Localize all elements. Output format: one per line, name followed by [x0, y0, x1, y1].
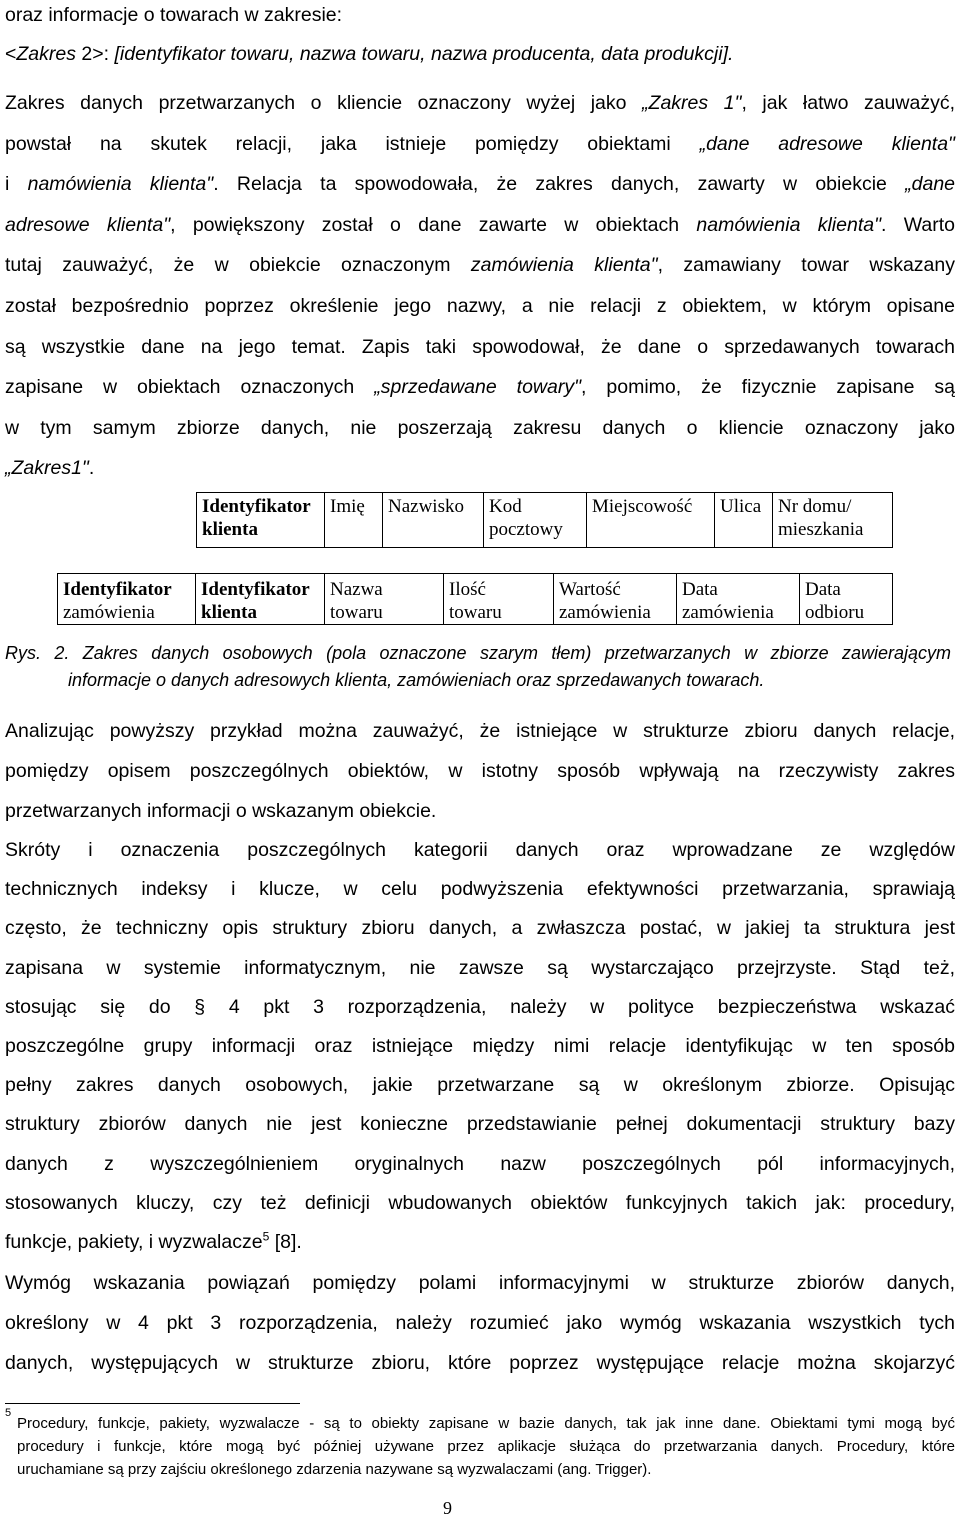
text-run: 2>: [76, 43, 115, 65]
text-line [5, 0, 955, 35]
paragraph-line [5, 1223, 955, 1262]
text-run: , jak łatwo zauważyć, [741, 92, 955, 114]
text-run: Nazwa [330, 579, 383, 600]
cell-text-line [449, 601, 548, 624]
text-run: Kod [489, 496, 522, 517]
text-run: oraz informacje o towarach w zakresie: [5, 4, 343, 26]
footnote-separator [5, 1403, 300, 1404]
text-run: . [88, 457, 95, 480]
text-run: Miejscowość [592, 496, 693, 517]
text-run: Skróty i oznaczenia poszczególnych kategorii danych oraz wprowadzane ze względów [5, 839, 955, 861]
text-run: zapisane w obiektach oznaczonych [5, 376, 375, 399]
italic-text: [identyfikator towaru, nazwa towaru, nazwa producenta, data produkcji]. [114, 43, 734, 65]
paragraph-line [5, 909, 955, 948]
text-run: zamówienia [559, 602, 651, 623]
cell-text-line [805, 578, 887, 601]
paragraph-line [5, 367, 955, 408]
text-run: Rys. 2. Zakres danych osobowych (pola oznaczone szarym tłem) przetwarzanych w zbiorze zawierającym [5, 643, 951, 663]
field-order-date [677, 574, 800, 625]
text-run: pocztowy [489, 519, 563, 540]
text-run: Ulica [720, 496, 762, 517]
paragraph-line [5, 83, 955, 124]
footnote-line [17, 1458, 955, 1481]
paragraph-line [5, 408, 955, 449]
text-run: zapisana w systemie informatycznym, nie zawsze są wystarczająco przejrzyste. Stąd też, [5, 956, 955, 979]
text-run: pełny zakres danych osobowych, jakie przetwarzane są w określonym zbiorze. Opisując [5, 1074, 955, 1097]
text-run: stosowanych kluczy, czy też definicji wbudowanych obiektów funkcyjnych takich jak: procedury, [5, 1191, 955, 1214]
cell-text-line [388, 495, 478, 518]
cell-text-line [592, 495, 709, 518]
italic-text: „dane [905, 173, 956, 196]
text-run: technicznych indeksy i klucze, w celu podwyższenia efektywności przetwarzania, sprawiają [5, 878, 955, 901]
paragraph-line [5, 245, 955, 286]
cell-text-line [330, 578, 438, 601]
paragraph-line [5, 124, 955, 165]
caption-line [5, 667, 951, 694]
italic-text: „dane adresowe klienta" [699, 132, 955, 155]
footnote-line [17, 1435, 955, 1458]
italic-text: namówienia klienta" [696, 213, 882, 236]
text-run: danych, występujących w strukturze zbioru, które poprzez występujące relacje można skojarzyć [5, 1352, 955, 1374]
text-run: , pomimo, że fizycznie zapisane są [581, 376, 955, 399]
cell-text-line [778, 518, 887, 541]
cell-text-line [63, 601, 190, 624]
cell-text-line [201, 578, 319, 601]
text-run: Wartość [559, 579, 621, 600]
text-run: Nr domu/ [778, 496, 852, 517]
cell-text-line [202, 495, 319, 518]
text-run: danych z wyszczególnieniem oryginalnych nazw poszczególnych pól informacyjnych, [5, 1152, 955, 1175]
text-run: poszczególne grupy informacji oraz istniejące między nimi relacje identyfikując w ten sposób [5, 1035, 955, 1058]
paragraph-client-data-scope [5, 83, 955, 489]
paragraph-line [5, 1343, 955, 1383]
text-run: Nazwisko [388, 496, 464, 517]
page-number: 9 [443, 1498, 452, 1518]
cell-text-line [330, 495, 377, 518]
paragraph-line [5, 1027, 955, 1066]
text-run: informacje o danych adresowych klienta, zamówieniach oraz sprzedawanych towarach. [68, 670, 765, 690]
field-order-id [58, 574, 196, 625]
field-first-name [325, 493, 383, 548]
text-run: procedury i funkcje, które mogą być później używane przez aplikacje służąca do przetwarzania danych. Procedury, które [17, 1438, 955, 1455]
text-run: został bezpośrednio poprzez określenie jego nazwy, a nie relacji z obiektem, w którym opisane [5, 294, 955, 317]
bold-text: klienta [202, 519, 258, 540]
cell-text-line [489, 518, 581, 541]
paragraph-line [5, 1105, 955, 1144]
italic-text: „sprzedawane towary" [374, 376, 582, 399]
italic-text: namówienia klienta" [27, 173, 214, 196]
paragraph-line [5, 286, 955, 327]
text-run: zamówienia [63, 602, 155, 623]
field-last-name [383, 493, 484, 548]
text-run: pomiędzy opisem poszczególnych obiektów, w istotny sposób wpływają na rzeczywisty zakres [5, 760, 955, 782]
paragraph-line [5, 327, 955, 368]
paragraph-line [5, 448, 955, 489]
cell-text-line [559, 578, 671, 601]
text-run: , zamawiany towar wskazany [657, 254, 955, 277]
italic-text: „Zakres1" [5, 457, 89, 480]
text-run: mieszkania [778, 519, 864, 540]
field-product-quantity [444, 574, 554, 625]
text-run: uruchamiane są przy zajściu określonego zdarzenia nazywane są wyzwalaczami (ang. Trigger). [17, 1461, 652, 1478]
text-run: w tym samym zbiorze danych, nie poszerzają zakresu danych o kliencie oznaczony jako [5, 416, 955, 439]
paragraph-abbreviations [5, 831, 955, 1262]
text-run: , powiększony został o dane zawarte w obiektach [170, 213, 697, 236]
figure-row-client-address [196, 492, 893, 548]
text-run: powstał na skutek relacji, jaka istnieje pomiędzy obiektami [5, 132, 700, 155]
cell-text-line [559, 601, 671, 624]
field-client-id [196, 574, 325, 625]
figure-row-orders [57, 573, 893, 625]
text-run: stosując się do § 4 pkt 3 rozporządzenia, należy w polityce bezpieczeństwa wskazać [5, 995, 955, 1018]
text-run: funkcje, pakiety, i wyzwalacze [5, 1231, 263, 1254]
paragraph-line [5, 164, 955, 205]
cell-text-line [489, 495, 581, 518]
cell-text-line [201, 601, 319, 624]
footnote-text [17, 1412, 955, 1481]
paragraph-line [5, 1066, 955, 1105]
field-pickup-date [800, 574, 893, 625]
bold-text: Identyfikator [201, 579, 310, 600]
footnote-reference: 5 [262, 1229, 270, 1244]
paragraph-relations-requirement [5, 1263, 955, 1383]
paragraph-line [5, 870, 955, 909]
field-client-id [197, 493, 325, 548]
text-run: są wszystkie dane na jego temat. Zapis taki spowodował, że dane o sprzedawanych towarach [5, 335, 955, 358]
text-run: . Relacja ta spowodowała, że zakres danych, zawarty w obiekcie [213, 173, 906, 196]
cell-text-line [805, 601, 887, 624]
text-run: Imię [330, 496, 365, 517]
text-run: Data [682, 579, 718, 600]
field-street [715, 493, 773, 548]
cell-text-line [63, 578, 190, 601]
text-run: przetwarzanych informacji o wskazanym obiekcie. [5, 800, 437, 822]
caption-line [5, 640, 951, 667]
text-run: określony w 4 pkt 3 rozporządzenia, należy rozumieć jako wymóg wskazania wszystkich tych [5, 1312, 955, 1334]
text-run: Wymóg wskazania powiązań pomiędzy polami informacyjnymi w strukturze zbiorów danych, [5, 1272, 955, 1294]
text-run: Analizując powyższy przykład można zauważyć, że istniejące w strukturze zbioru danych relacje, [5, 720, 955, 742]
text-run: [8]. [269, 1231, 302, 1254]
paragraph-line [5, 751, 955, 791]
bold-text: Identyfikator [63, 579, 172, 600]
paragraph-line [5, 949, 955, 988]
text-run: Zakres danych przetwarzanych o kliencie oznaczony wyżej jako [5, 92, 643, 114]
italic-text: „Zakres 1" [642, 92, 742, 114]
footnote-marker: 5 [5, 1407, 12, 1419]
figure-caption [5, 640, 951, 694]
cell-text-line [330, 601, 438, 624]
cell-text-line [682, 601, 794, 624]
cell-text-line [682, 578, 794, 601]
text-run: odbioru [805, 602, 865, 623]
cell-text-line [449, 578, 548, 601]
text-run: < [5, 43, 17, 65]
text-run: Ilość [449, 579, 486, 600]
paragraph-line [5, 1184, 955, 1223]
paragraph-line [5, 988, 955, 1027]
text-run: struktury zbiorów danych nie jest konieczne przedstawianie pełnej dokumentacji struktury bazy [5, 1113, 955, 1136]
text-run: zamówienia [682, 602, 774, 623]
footnote-line [17, 1412, 955, 1435]
text-run: towaru [330, 602, 383, 623]
bold-text: Identyfikator [202, 496, 311, 517]
field-city [587, 493, 715, 548]
italic-text: Zakres [16, 43, 76, 65]
paragraph-relations-analysis [5, 711, 955, 831]
text-run: tutaj zauważyć, że w obiekcie oznaczonym [5, 254, 471, 277]
field-postal-code [484, 493, 587, 548]
paragraph-line [5, 831, 955, 870]
paragraph-line [5, 205, 955, 246]
cell-text-line [720, 495, 767, 518]
bold-text: klienta [201, 602, 257, 623]
text-run: często, że techniczny opis struktury zbioru danych, a zwłaszcza postać, w jakiej ta struktura jest [5, 917, 955, 940]
paragraph-line [5, 791, 955, 831]
field-house-number [773, 493, 893, 548]
paragraph-line [5, 1303, 955, 1343]
intro-text [5, 0, 955, 74]
paragraph-line [5, 1145, 955, 1184]
paragraph-line [5, 711, 955, 751]
cell-text-line [778, 495, 887, 518]
field-order-value [554, 574, 677, 625]
cell-text-line [202, 518, 319, 541]
text-run: Procedury, funkcje, pakiety, wyzwalacze - są to obiekty zapisane w bazie danych, tak jak inne dane. Obiektami tymi mogą być [17, 1415, 955, 1432]
text-line [5, 35, 955, 74]
italic-text: zamówienia klienta" [470, 254, 658, 277]
field-product-name [325, 574, 444, 625]
text-run: Data [805, 579, 841, 600]
text-run: . Warto [881, 213, 955, 236]
italic-text: adresowe klienta" [5, 213, 171, 236]
paragraph-line [5, 1263, 955, 1303]
text-run: towaru [449, 602, 502, 623]
text-run: i [5, 173, 28, 196]
